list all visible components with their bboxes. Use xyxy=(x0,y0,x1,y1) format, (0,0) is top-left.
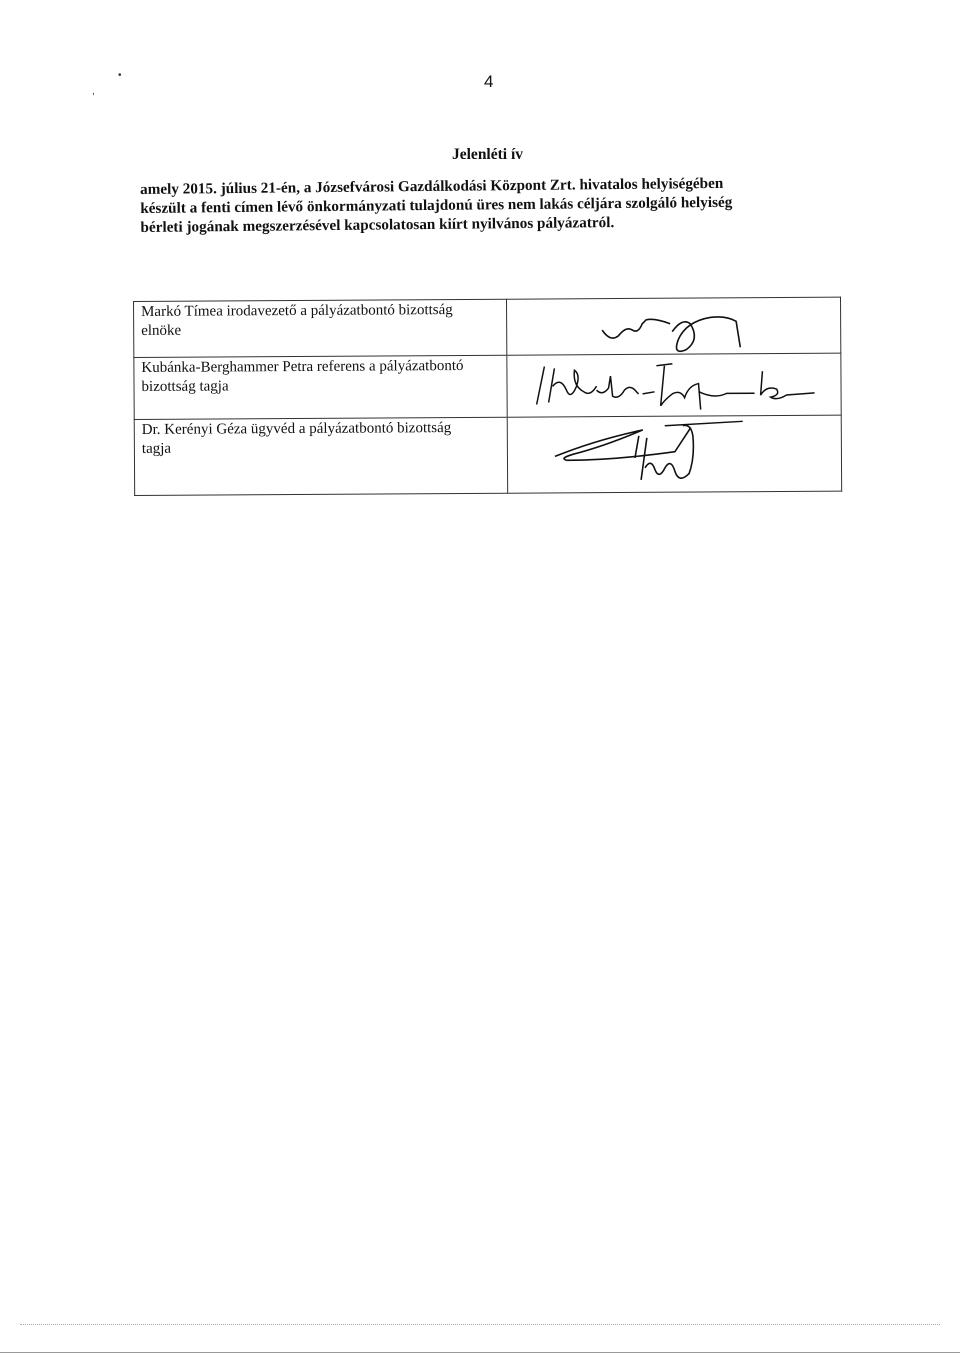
member-cell xyxy=(134,355,507,419)
intro-line: bérleti jogának megszerzésével kapcsolatosan kiírt nyilvános pályázatról. xyxy=(140,214,615,236)
intro-line: amely 2015. július 21-én, a Józsefvárosi Gazdálkodási Központ Zrt. hivatalos helyiségében xyxy=(140,174,724,198)
attendance-row xyxy=(134,297,841,357)
scan-noise-footer xyxy=(20,1310,940,1325)
intro-line: készült a fenti címen lévő önkormányzati tulajdonú üres nem lakás céljára szolgáló helyiség xyxy=(140,193,733,217)
page-number: 4 xyxy=(484,72,494,91)
member-role-line: elnöke xyxy=(141,322,182,339)
member-role-line: Markó Tímea irodavezető a pályázatbontó bizottság xyxy=(141,302,453,320)
member-role-line: tagja xyxy=(141,440,172,457)
attendance-table xyxy=(133,297,842,496)
document-title: Jelenléti ív xyxy=(452,146,524,163)
scan-speck: , xyxy=(92,86,95,97)
member-role-line: Kubánka-Berghammer Petra referens a pályázatbontó xyxy=(141,357,464,376)
intro-paragraph xyxy=(140,173,853,237)
member-cell xyxy=(134,299,507,357)
signature-marko xyxy=(514,299,834,355)
signature-kubanka-berghammer xyxy=(514,355,834,417)
signature-cell xyxy=(507,415,841,493)
member-role-line: Dr. Kerényi Géza ügyvéd a pályázatbontó bizottság xyxy=(141,420,452,438)
signature-kerenyi xyxy=(515,417,835,493)
signature-cell xyxy=(507,353,841,417)
member-role-line: bizottság tagja xyxy=(141,378,229,395)
attendance-row xyxy=(134,353,841,419)
member-cell xyxy=(134,417,507,495)
signature-cell xyxy=(506,297,840,355)
attendance-row xyxy=(134,415,841,495)
scan-speck: • xyxy=(118,70,122,81)
scan-edge-line xyxy=(0,1352,960,1353)
